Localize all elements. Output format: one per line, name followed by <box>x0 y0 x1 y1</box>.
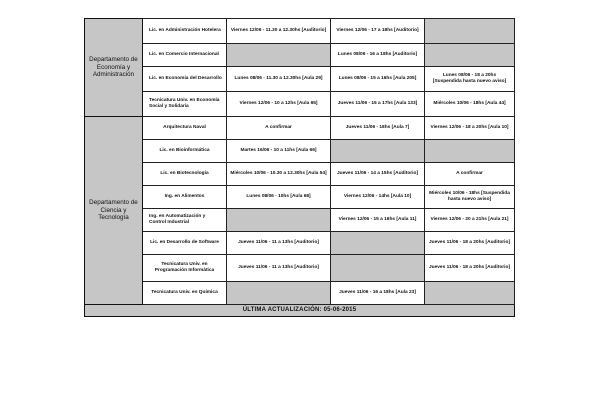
table-row <box>85 19 515 44</box>
schedule-cell: Viernes 12/06 - 18 a 20hs [Aula 10] <box>425 117 515 140</box>
empty-cell <box>227 209 331 232</box>
empty-cell <box>331 232 425 255</box>
table-row <box>85 209 515 232</box>
table-row <box>85 255 515 282</box>
table-row <box>85 163 515 186</box>
program-cell: Lic. en Comercio Internacional <box>143 44 227 67</box>
table-row <box>85 186 515 209</box>
schedule-cell: Lunes 08/06 - 16 a 18hs [Auditorio] <box>331 44 425 67</box>
schedule-cell: Viernes 12/06 - 10 a 12hs [Aula 65] <box>227 92 331 117</box>
program-cell: Ing. en Automatización y Control Industrial <box>143 209 227 232</box>
schedule-cell: Jueves 11/06 - 11 a 13hs [Auditorio] <box>227 255 331 282</box>
program-cell: Tecnicatura Univ. en Programación Informática <box>143 255 227 282</box>
schedule-cell: Jueves 11/06 - 18 a 20hs [Auditorio] <box>425 232 515 255</box>
empty-cell <box>425 282 515 305</box>
schedule-cell: Miércoles 10/06 - 18hs [Aula 44] <box>425 92 515 117</box>
schedule-table <box>84 18 515 317</box>
empty-cell <box>331 140 425 163</box>
program-cell: Lic. en Economía del Desarrollo <box>143 67 227 92</box>
department-cell: Departamento de Economía y Administración <box>85 19 143 117</box>
schedule-cell: Jueves 11/06 - 16 a 18hs [Aula 23] <box>331 282 425 305</box>
schedule-cell: Viernes 12/06 - 11.30 a 12.30hs [Auditorio] <box>227 19 331 44</box>
schedule-cell: Viernes 12/06 - 15 a 16hs [Aula 11] <box>331 209 425 232</box>
schedule-cell: Jueves 11/06 - 14 a 15hs [Auditorio] <box>331 163 425 186</box>
empty-cell <box>425 44 515 67</box>
schedule-cell: Jueves 11/06 - 11 a 13hs [Auditorio] <box>227 232 331 255</box>
table-row <box>85 92 515 117</box>
empty-cell <box>425 19 515 44</box>
schedule-cell: Lunes 08/06 - 11.30 a 12.30hs [Aula 29] <box>227 67 331 92</box>
schedule-cell: Viernes 12/06 - 14hs [Aula 10] <box>331 186 425 209</box>
program-cell: Lic. en Biotecnología <box>143 163 227 186</box>
schedule-cell: Viernes 12/06 - 17 a 18hs [Auditorio] <box>331 19 425 44</box>
schedule-cell: Jueves 11/06 - 18 a 20hs [Auditorio] <box>425 255 515 282</box>
schedule-cell: Lunes 08/06 - 15 a 16hs [Aula 205] <box>331 67 425 92</box>
schedule-cell: Miércoles 10/06 - 18hs [Suspendida hasta nuevo aviso] <box>425 186 515 209</box>
program-cell: Arquitectura Naval <box>143 117 227 140</box>
table-row <box>85 305 515 317</box>
schedule-cell: Jueves 11/06 - 15 a 17hs [Aula 133] <box>331 92 425 117</box>
table-row <box>85 282 515 305</box>
empty-cell <box>425 140 515 163</box>
table-row <box>85 67 515 92</box>
schedule-cell: Lunes 08/06 - 10hs [Aula 68] <box>227 186 331 209</box>
last-update-footer: ÚLTIMA ACTUALIZACIÓN: 05-06-2015 <box>85 305 515 317</box>
program-cell: Lic. en Desarrollo de Software <box>143 232 227 255</box>
program-cell: Tecnicatura Univ. en Economía Social y Solidaria <box>143 92 227 117</box>
program-cell: Lic. en Administración Hotelera <box>143 19 227 44</box>
schedule-cell: Jueves 11/06 - 18hs [Aula 7] <box>331 117 425 140</box>
schedule-cell: Viernes 12/06 - 20 a 21hs [Aula 21] <box>425 209 515 232</box>
schedule-cell: A confirmar <box>227 117 331 140</box>
table-row <box>85 232 515 255</box>
empty-cell <box>227 282 331 305</box>
table-row <box>85 140 515 163</box>
table-row <box>85 117 515 140</box>
department-cell: Departamento de Ciencia y Tecnología <box>85 117 143 305</box>
program-cell: Tecnicatura Univ. en Química <box>143 282 227 305</box>
schedule-cell: A confirmar <box>425 163 515 186</box>
schedule-cell: Lunes 08/06 - 18 a 20hs [Suspendida hasta nuevo aviso] <box>425 67 515 92</box>
table-row <box>85 44 515 67</box>
schedule-cell: Miércoles 10/06 - 10.30 a 12.30hs [Aula 54] <box>227 163 331 186</box>
empty-cell <box>227 44 331 67</box>
schedule-cell: Martes 16/06 - 10 a 11hs [Aula 66] <box>227 140 331 163</box>
empty-cell <box>331 255 425 282</box>
program-cell: Ing. en Alimentos <box>143 186 227 209</box>
program-cell: Lic. en Bioinformática <box>143 140 227 163</box>
